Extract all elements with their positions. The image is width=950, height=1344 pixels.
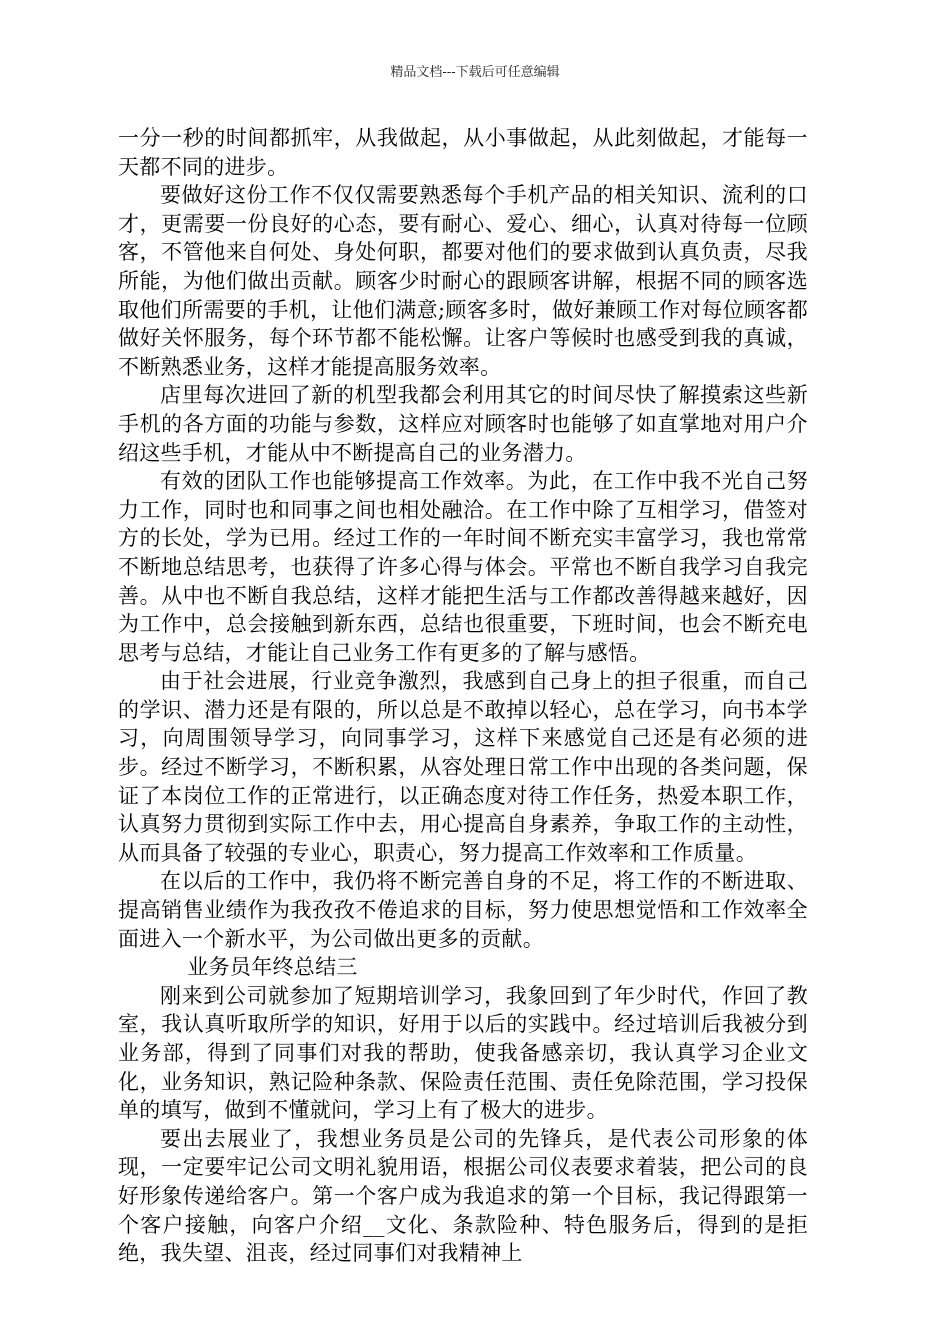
document-body: [118, 124, 808, 1268]
body-paragraph: 在以后的工作中，我仍将不断完善自身的不足，将工作的不断进取、提高销售业绩作为我孜孜不倦追求的目标，努力使思想觉悟和工作效率全面进入一个新水平，为公司做出更多的贡献。: [118, 869, 808, 951]
body-paragraph: 店里每次进回了新的机型我都会利用其它的时间尽快了解摸索这些新手机的各方面的功能与参数，这样应对顾客时也能够了如直掌地对用户介绍这些手机，才能从中不断提高自己的业务潜力。: [118, 383, 808, 465]
body-paragraph: 有效的团队工作也能够提高工作效率。为此，在工作中我不光自己努力工作，同时也和同事之间也相处融洽。在工作中除了互相学习，借签对方的长处，学为已用。经过工作的一年时间不断充实丰富学习，我也常常不断地总结思考，也获得了许多心得与体会。平常也不断自我学习自我完善。从中也不断自我总结，这样才能把生活与工作都改善得越来越好，因为工作中，总会接触到新东西，总结也很重要，下班时间，也会不断充电思考与总结，才能让自己业务工作有更多的了解与感悟。: [118, 469, 808, 665]
continuation-paragraph: 一分一秒的时间都抓牢，从我做起，从小事做起，从此刻做起，才能每一天都不同的进步。: [118, 126, 808, 179]
body-paragraph: 由于社会进展，行业竞争激烈，我感到自己身上的担子很重，而自己的学识、潜力还是有限的，所以总是不敢掉以轻心，总在学习，向书本学习，向周围领导学习，向同事学习，这样下来感觉自己还是有必须的进步。经过不断学习，不断积累，从容处理日常工作中出现的各类问题，保证了本岗位工作的正常进行，以正确态度对待工作任务，热爱本职工作，认真努力贯彻到实际工作中去，用心提高自身素养，争取工作的主动性，从而具备了较强的专业心，职责心，努力提高工作效率和工作质量。: [118, 669, 808, 865]
body-paragraph: 要做好这份工作不仅仅需要熟悉每个手机产品的相关知识、流利的口才，更需要一份良好的心态，要有耐心、爱心、细心，认真对待每一位顾客，不管他来自何处、身处何职，都要对他们的要求做到认真负责，尽我所能，为他们做出贡献。顾客少时耐心的跟顾客讲解，根据不同的顾客选取他们所需要的手机，让他们满意;顾客多时，做好兼顾工作对每位顾客都做好关怀服务，每个环节都不能松懈。让客户等候时也感受到我的真诚，不断熟悉业务，这样才能提高服务效率。: [118, 183, 808, 379]
body-paragraph: 要出去展业了，我想业务员是公司的先锋兵，是代表公司形象的体现，一定要牢记公司文明礼貌用语，根据公司仪表要求着装，把公司的良好形象传递给客户。第一个客户成为我追求的第一个目标，我记得跟第一个客户接触，向客户介绍__文化、条款险种、特色服务后，得到的是拒绝，我失望、沮丧，经过同事们对我精神上: [118, 1126, 808, 1266]
body-paragraph: 刚来到公司就参加了短期培训学习，我象回到了年少时代，作回了教室，我认真听取所学的知识，好用于以后的实践中。经过培训后我被分到业务部，得到了同事们对我的帮助，使我备感亲切，我认真学习企业文化，业务知识，熟记险种条款、保险责任范围、责任免除范围，学习投保单的填写，做到不懂就问，学习上有了极大的进步。: [118, 983, 808, 1123]
page-header: 精品文档---下载后可任意编辑: [390, 65, 560, 80]
section-heading: 业务员年终总结三: [187, 955, 358, 980]
